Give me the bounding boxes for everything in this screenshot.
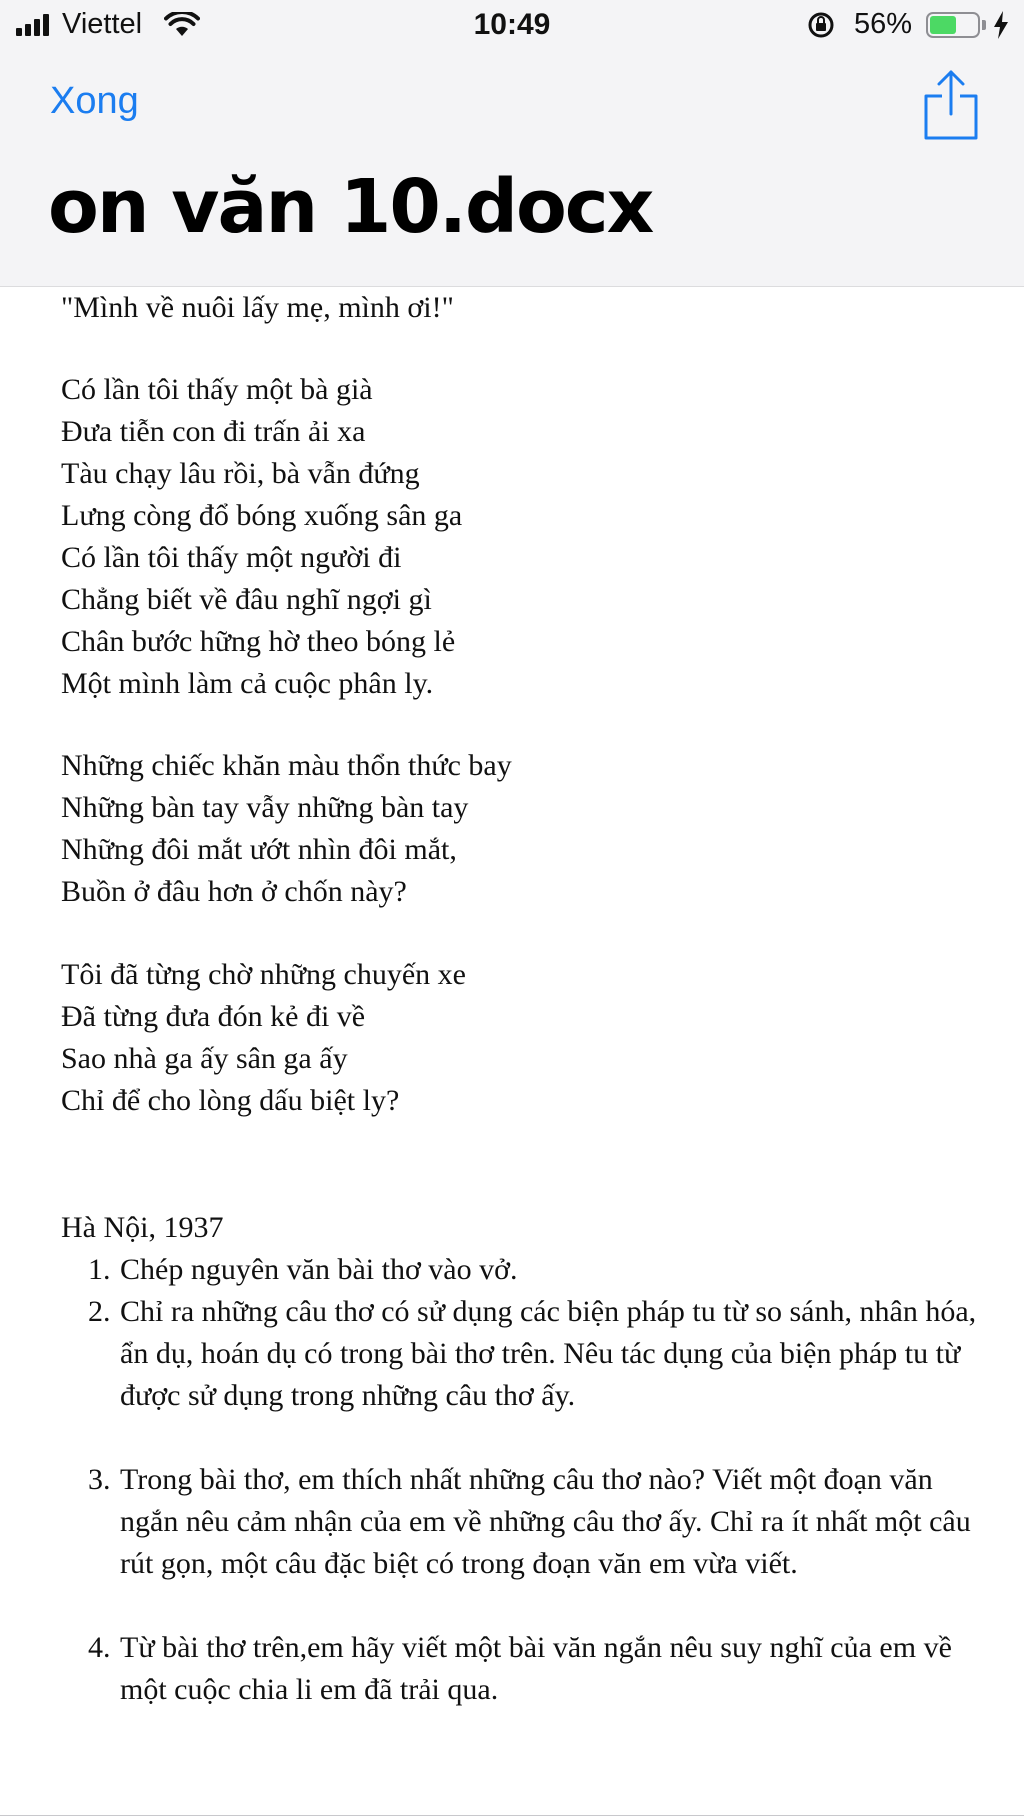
status-bar <box>0 0 1024 52</box>
question-number: 2. <box>88 1295 111 1328</box>
charging-bolt-icon <box>992 10 1010 40</box>
poem-line: Đưa tiễn con đi trấn ải xa <box>61 415 366 448</box>
poem-line: Sao nhà ga ấy sân ga ấy <box>61 1042 348 1075</box>
place-date: Hà Nội, 1937 <box>61 1211 224 1244</box>
battery-tip <box>982 20 986 30</box>
battery-percent: 56% <box>854 8 913 40</box>
rotation-lock-icon <box>806 10 836 40</box>
question-text: Từ bài thơ trên,em hãy viết một bài văn ngắn nêu suy nghĩ của em về một cuộc chia li em đã trải qua. <box>120 1631 952 1706</box>
poem-line: Những chiếc khăn màu thổn thức bay <box>61 749 512 782</box>
poem-line: Đã từng đưa đón kẻ đi về <box>61 1000 366 1033</box>
poem-line: Tàu chạy lâu rồi, bà vẫn đứng <box>61 457 420 490</box>
battery-level-fill <box>930 16 956 34</box>
clock: 10:49 <box>473 8 551 41</box>
question-number: 4. <box>88 1631 111 1664</box>
poem-line: Tôi đã từng chờ những chuyến xe <box>61 958 466 991</box>
poem-line: Chẳng biết về đâu nghĩ ngợi gì <box>61 583 432 616</box>
poem-line: Những đôi mắt ướt nhìn đôi mắt, <box>61 833 457 866</box>
bottom-divider <box>0 1815 1024 1816</box>
poem-line: Những bàn tay vẫy những bàn tay <box>61 791 469 824</box>
poem-line: Buồn ở đâu hơn ở chốn này? <box>61 875 407 908</box>
poem-line: Một mình làm cả cuộc phân ly. <box>61 667 434 700</box>
done-button[interactable]: Xong <box>50 80 139 122</box>
document-title: on văn 10.docx <box>48 164 653 250</box>
carrier-name: Viettel <box>62 8 143 40</box>
battery-icon <box>926 12 980 38</box>
poem-line: Có lần tôi thấy một bà già <box>61 373 373 406</box>
poem-line: "Mình về nuôi lấy mẹ, mình ơi!" <box>61 291 454 324</box>
poem-line: Chân bước hững hờ theo bóng lẻ <box>61 625 456 658</box>
poem-line: Chỉ để cho lòng dấu biệt ly? <box>61 1084 400 1117</box>
header <box>0 0 1024 287</box>
question-number: 1. <box>88 1253 111 1286</box>
poem-line: Lưng còng đổ bóng xuống sân ga <box>61 499 463 532</box>
poem-line: Có lần tôi thấy một người đi <box>61 541 402 574</box>
question-number: 3. <box>88 1463 111 1496</box>
question-text: Chép nguyên văn bài thơ vào vở. <box>120 1253 518 1286</box>
question-text: Chỉ ra những câu thơ có sử dụng các biện pháp tu từ so sánh, nhân hóa, ẩn dụ, hoán dụ có trong bài thơ trên. Nêu tác dụng của biện pháp tu từ được sử dụng trong những câu thơ ấy. <box>120 1295 977 1412</box>
share-icon[interactable] <box>922 68 980 142</box>
question-text: Trong bài thơ, em thích nhất những câu thơ nào? Viết một đoạn văn ngắn nêu cảm nhận của em về những câu thơ ấy. Chỉ ra ít nhất một câu rút gọn, một câu đặc biệt có trong đoạn văn em vừa viết. <box>120 1463 971 1580</box>
